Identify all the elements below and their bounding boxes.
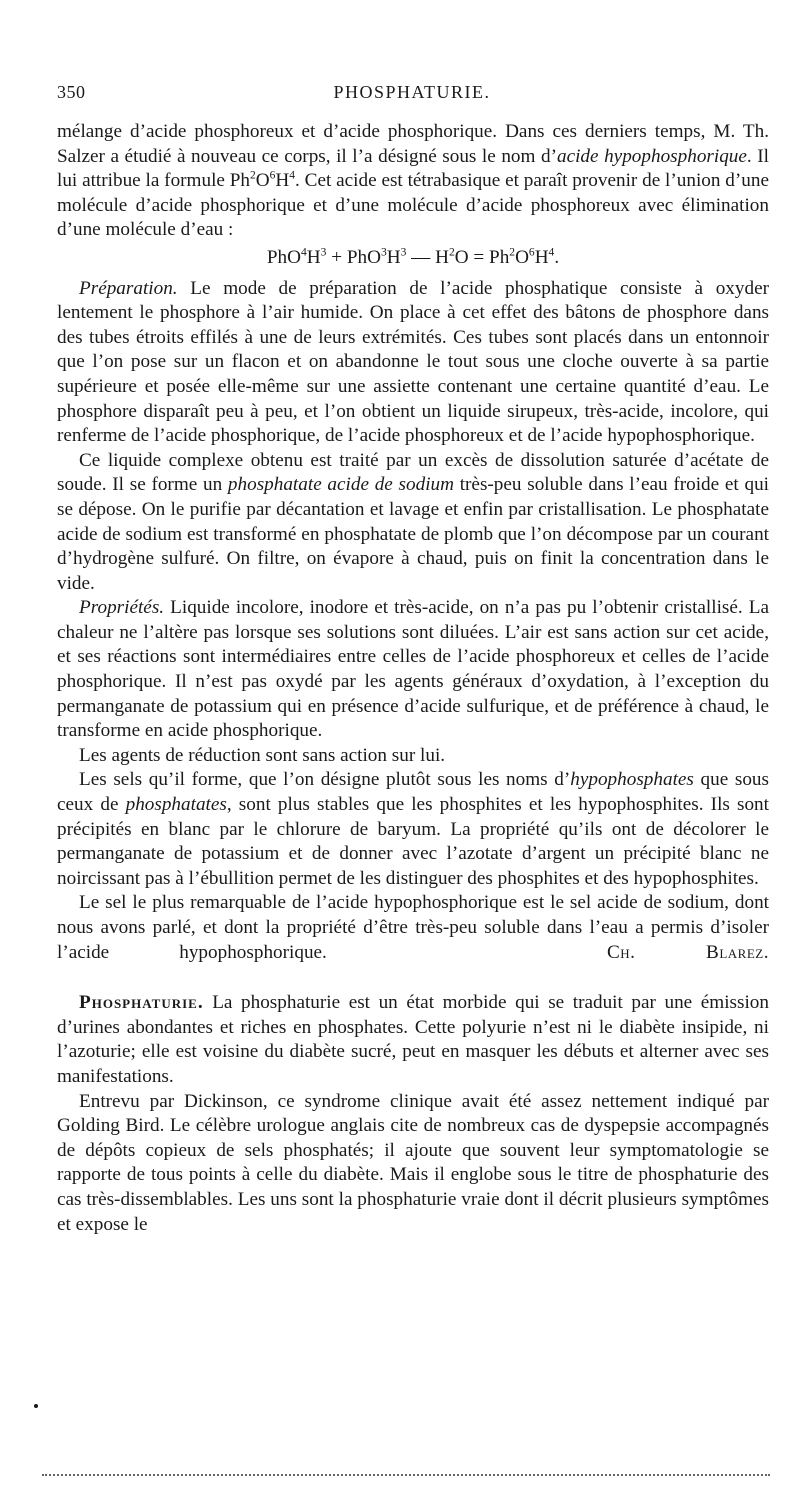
properties-paragraph: Propriétés. Liquide incolore, inodore et très-acide, on n’a pas pu l’obtenir cristallisé. La chaleur ne l’altère pas lorsque ses solutions sont diluées. L’air est sans action sur cet acide, et ses réactions sont intermédiaires entre celles de l’acide phosphoreux et celles de l’acide phosphorique. Il n’est pas oxydé par les agents généraux d’oxydation, à l’exception du permanganate de potassium qui en présence d’acide sulfurique, et de préférence à chaud, le transforme en acide phosphorique. (57, 597, 769, 742)
page-header (57, 82, 767, 106)
preparation-heading: Préparation. (79, 277, 178, 299)
page-number: 350 (57, 82, 86, 102)
entry-title: Phosphaturie. (79, 992, 204, 1014)
phosphatates-term: phosphatates (125, 794, 227, 816)
hypophosphates-term: hypophosphates (570, 769, 694, 791)
margin-dot (34, 1404, 38, 1408)
preparation-paragraph: Préparation. Le mode de préparation de l’acide phosphatique consiste à oxyder lentement le phosphore à l’air humide. On place à cet effet des bâtons de phosphore dans des tubes étroits effilés à une de leurs extrémités. Ces tubes sont placés dans un entonnoir que l’on pose sur un flacon et on abandonne le tout sous une cloche ouverte à sa partie supérieure et posée elle-même sur une assiette contenant une certaine quantité d’eau. Le phosphore disparaît peu à peu, et l’on obtient un liquide sirupeux, très-acide, incolore, qui renferme de l’acide phosphorique, de l’acide phosphoreux et de l’acide hypophosphorique. (57, 277, 769, 447)
intro-paragraph: mélange d’acide phosphoreux et d’acide phosphorique. Dans ces derniers temps, M. Th. Salzer a étudié à nouveau ce corps, il l’a désigné sous le nom d’acide hypophosphorique. Il lui attribue la formule $Ph^2O^6H^4$. Cet acide est tétrabasique et paraît provenir de l’union d’une molécule d’acide phosphorique et d’une molécule d’acide phosphoreux avec élimination d’une molécule d’eau : (57, 121, 769, 241)
phosphatate-term: phosphatate acide de sodium (227, 474, 454, 496)
body-text (57, 120, 769, 1237)
dickinson-paragraph: Entrevu par Dickinson, ce syndrome clinique avait été assez nettement indiqué par Golding Bird. Le célèbre urologue anglais cite de nombreux cas de dyspepsie accompagnés de dépôts copieux de sels phosphatés; il ajoute que souvent leur symptomatologie se rapporte de tous points à celle du diabète. Mais il englobe sous le titre de phosphaturie des cas très-dissemblables. Les uns sont la phosphaturie vraie dont il décrit plusieurs symptômes et expose le (57, 1090, 769, 1235)
properties-heading: Propriétés. (79, 597, 165, 619)
reduction-paragraph: Les agents de réduction sont sans action sur lui. (79, 744, 446, 766)
entry-separator (57, 965, 769, 987)
footer-rule (42, 1474, 770, 1476)
chemical-equation: $PhO^4H^3 + PhO^3H^3$ — $H^2O = Ph^2O^6H^4$. (266, 246, 560, 268)
phosphaturie-entry: Phosphaturie. La phosphaturie est un état morbide qui se traduit par une émission d’urines abondantes et riches en phosphates. Cette polyurie n’est ni le diabète insipide, ni l’azoturie; elle est voisine du diabète sucré, peut en masquer les débuts et alterner avec ses manifestations. (57, 992, 769, 1087)
salts-paragraph: Les sels qu’il forme, que l’on désigne plutôt sous les noms d’hypophosphates que sous ceux de phosphatates, sont plus stables que les phosphites et les hypophosphites. Ils sont précipités en blanc par le chlorure de baryum. La propriété qu’ils ont de décolorer le permanganate de potassium et de donner avec l’azotate d’argent un précipité blanc ne noircissant pas à l’ébullition permet de les distinguer des phosphites et des hypophosphites. (57, 769, 769, 889)
running-title: PHOSPHATURIE. (333, 82, 491, 102)
complex-liquid-paragraph: Ce liquide complexe obtenu est traité par un excès de dissolution saturée d’acétate de soude. Il se forme un phosphatate acide de sodium très-peu soluble dans l’eau froide et qui se dépose. On le purifie par décantation et lavage et enfin par cristallisation. Le phosphatate acide de sodium est transformé en phosphatate de plomb que l’on décompose par un courant d’hydrogène sulfuré. On filtre, on évapore à chaud, puis on finit la concentration dans le vide. (57, 449, 769, 594)
author-signature: Ch. Blarez. (607, 941, 769, 963)
acide-hypophosphorique-term: acide hypophosphorique (556, 145, 747, 167)
remarkable-salt-paragraph: Le sel le plus remarquable de l’acide hypophosphorique est le sel acide de sodium, dont nous avons parlé, et dont la propriété d’être très-peu soluble dans l’eau a permis d’isoler l’acide hypophosphorique. Ch. Blarez. (57, 892, 769, 963)
